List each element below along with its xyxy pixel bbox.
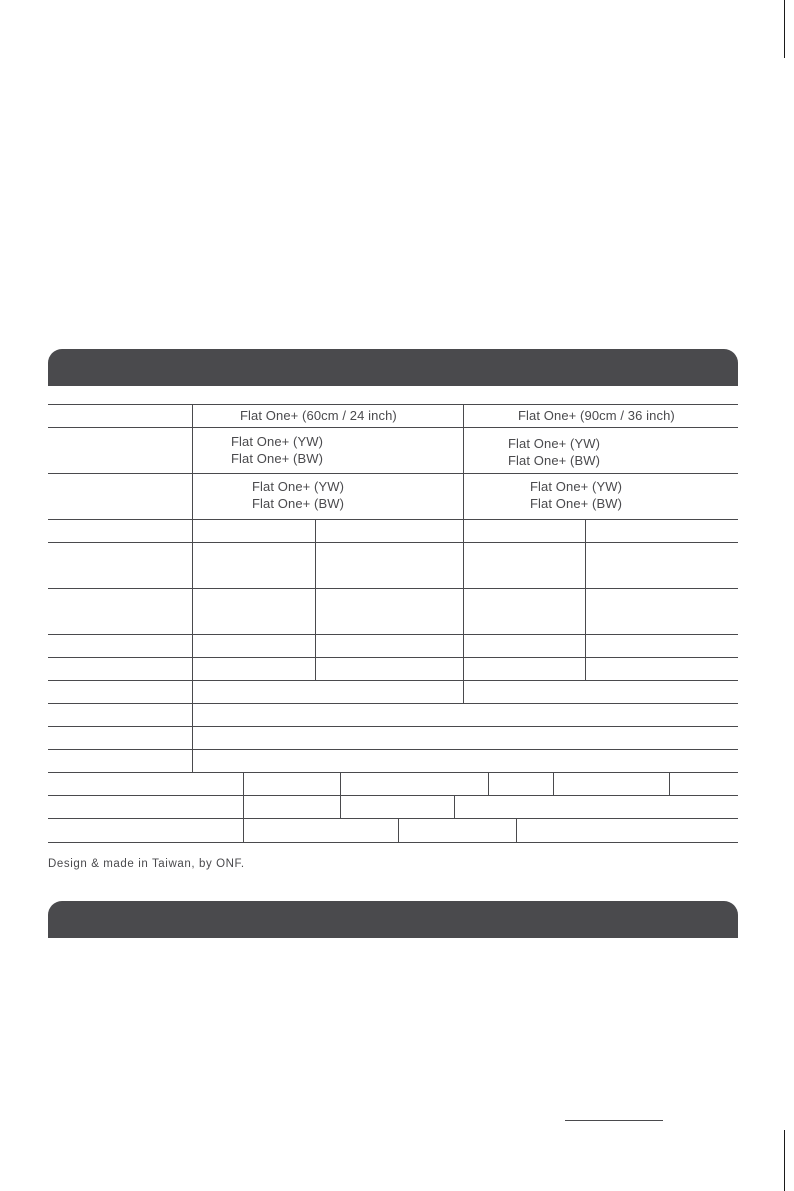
- table-divider: [243, 772, 244, 795]
- table-divider: [243, 818, 244, 842]
- section-header-bar-specs: [48, 349, 738, 386]
- table-divider: [340, 772, 341, 795]
- model-60-heading: Flat One+ (60cm / 24 inch): [240, 408, 397, 423]
- row3-60-yw: Flat One+ (YW): [252, 479, 345, 494]
- row3-60-bw: Flat One+ (BW): [252, 496, 345, 511]
- table-rule: [48, 404, 738, 405]
- section-header-bar-second: [48, 901, 738, 938]
- table-divider: [516, 818, 517, 842]
- table-rule: [48, 427, 738, 428]
- table-divider: [463, 404, 464, 703]
- table-rule: [48, 542, 738, 543]
- table-rule: [48, 473, 738, 474]
- table-rule: [48, 703, 738, 704]
- table-divider: [669, 772, 670, 795]
- table-rule: [48, 657, 738, 658]
- origin-note: Design & made in Taiwan, by ONF.: [48, 858, 245, 870]
- model-90-heading: Flat One+ (90cm / 36 inch): [518, 408, 675, 423]
- row3-90-bw: Flat One+ (BW): [530, 496, 623, 511]
- table-divider: [243, 795, 244, 818]
- table-divider: [585, 519, 586, 680]
- table-divider: [340, 795, 341, 818]
- row2-60-yw: Flat One+ (YW): [231, 434, 324, 449]
- row3-90-yw: Flat One+ (YW): [530, 479, 623, 494]
- table-rule: [48, 519, 738, 520]
- table-rule: [48, 772, 738, 773]
- table-divider: [315, 519, 316, 680]
- table-divider: [192, 404, 193, 772]
- table-rule: [48, 726, 738, 727]
- table-divider: [553, 772, 554, 795]
- table-rule: [48, 680, 738, 681]
- table-rule: [48, 634, 738, 635]
- table-rule: [48, 818, 738, 819]
- crop-mark-bottom-right: [784, 1130, 785, 1191]
- table-rule: [48, 749, 738, 750]
- row2-90-bw: Flat One+ (BW): [508, 453, 601, 468]
- row2-60-bw: Flat One+ (BW): [231, 451, 324, 466]
- table-divider: [454, 795, 455, 818]
- spec-table: [48, 404, 738, 844]
- table-rule: [48, 842, 738, 843]
- signature-line: [565, 1120, 663, 1121]
- table-divider: [488, 772, 489, 795]
- crop-mark-top-right: [784, 0, 785, 58]
- table-divider: [398, 818, 399, 842]
- table-rule: [48, 795, 738, 796]
- row2-90-yw: Flat One+ (YW): [508, 436, 601, 451]
- table-rule: [48, 588, 738, 589]
